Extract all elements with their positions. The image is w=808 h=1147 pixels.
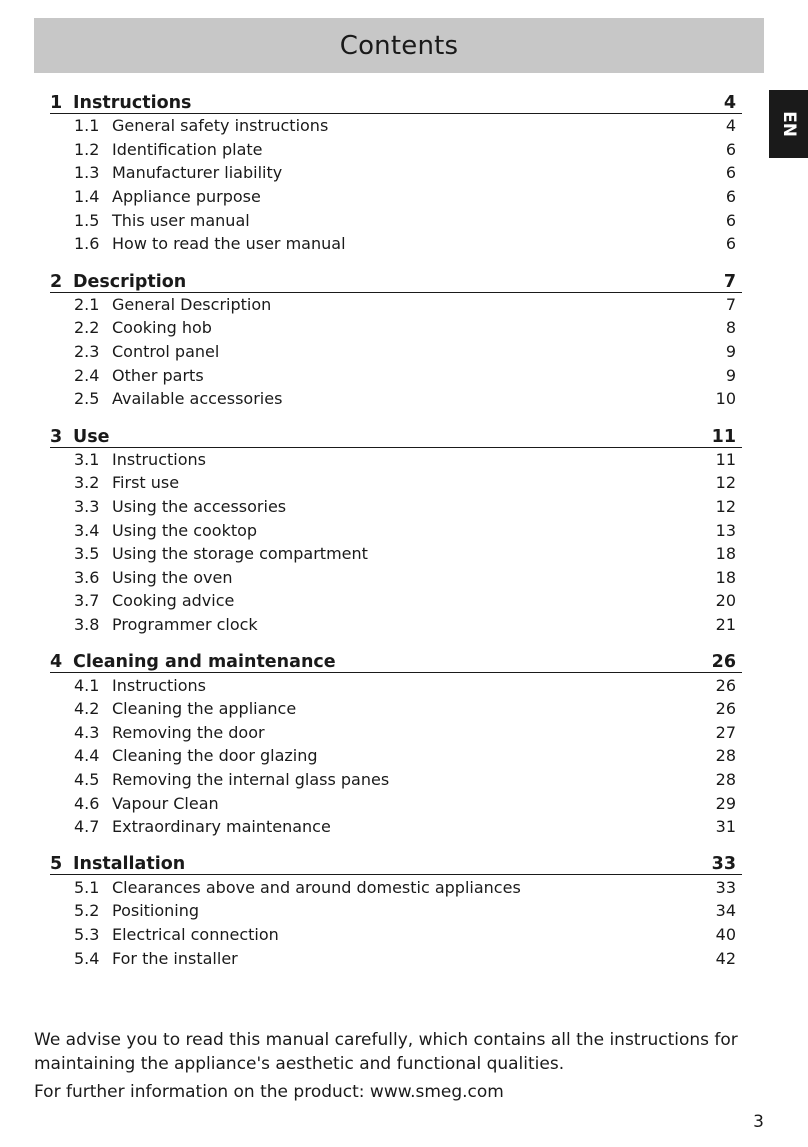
item-number: 2.2 xyxy=(74,318,100,338)
item-title: Using the storage compartment xyxy=(112,544,368,564)
toc-item xyxy=(50,518,742,542)
item-title: This user manual xyxy=(112,210,250,230)
toc-item xyxy=(50,815,742,839)
toc-item xyxy=(50,923,742,947)
item-number: 5.4 xyxy=(74,948,100,968)
toc-item xyxy=(50,340,742,364)
toc-item xyxy=(50,114,742,138)
toc-item xyxy=(50,566,742,590)
item-page-number: 6 xyxy=(725,234,736,254)
item-page-number: 29 xyxy=(715,793,736,813)
section-number: 5 xyxy=(50,854,63,875)
toc-section xyxy=(50,645,742,838)
item-title: For the installer xyxy=(112,948,238,968)
item-page-number: 21 xyxy=(715,614,736,634)
item-number: 5.1 xyxy=(74,877,100,897)
item-number: 3.2 xyxy=(74,473,100,493)
section-heading xyxy=(50,847,742,875)
item-page-number: 28 xyxy=(715,746,736,766)
item-title: Removing the internal glass panes xyxy=(112,769,390,789)
item-title: Instructions xyxy=(112,449,206,469)
section-title: Cleaning and maintenance xyxy=(73,652,336,673)
item-title: Other parts xyxy=(112,365,204,385)
toc-item xyxy=(50,387,742,411)
toc-item xyxy=(50,185,742,209)
item-page-number: 26 xyxy=(715,675,736,695)
section-title: Installation xyxy=(73,854,186,875)
item-number: 3.5 xyxy=(74,544,100,564)
item-number: 3.6 xyxy=(74,567,100,587)
section-page-number: 4 xyxy=(723,93,736,113)
toc-item xyxy=(50,542,742,566)
item-page-number: 9 xyxy=(725,342,736,362)
section-number: 3 xyxy=(50,426,63,447)
item-page-number: 12 xyxy=(715,473,736,493)
toc-item xyxy=(50,768,742,792)
item-number: 1.5 xyxy=(74,210,100,230)
toc-item xyxy=(50,138,742,162)
section-title: Description xyxy=(73,271,187,292)
language-tab xyxy=(769,90,808,158)
toc-item xyxy=(50,589,742,613)
toc-item xyxy=(50,720,742,744)
item-page-number: 34 xyxy=(715,901,736,921)
toc-item xyxy=(50,791,742,815)
item-page-number: 33 xyxy=(715,877,736,897)
footer-website-line: For further information on the product: www.smeg.com xyxy=(34,1082,504,1102)
item-title: Cleaning the appliance xyxy=(112,699,297,719)
toc-item xyxy=(50,293,742,317)
item-title: Using the oven xyxy=(112,567,233,587)
item-page-number: 8 xyxy=(725,318,736,338)
footer-line: maintaining the appliance's aesthetic and functional qualities. xyxy=(34,1054,565,1074)
section-title: Instructions xyxy=(73,93,192,113)
item-title: Removing the door xyxy=(112,722,265,742)
item-number: 4.4 xyxy=(74,746,100,766)
item-title: Extraordinary maintenance xyxy=(112,817,331,837)
item-title: Cooking advice xyxy=(112,591,235,611)
item-page-number: 4 xyxy=(725,116,736,136)
item-title: General safety instructions xyxy=(112,116,329,136)
toc-section xyxy=(50,847,742,969)
item-number: 2.1 xyxy=(74,294,100,314)
toc-item xyxy=(50,161,742,185)
item-number: 1.2 xyxy=(74,139,100,159)
item-page-number: 20 xyxy=(715,591,736,611)
toc-item xyxy=(50,673,742,697)
toc-item xyxy=(50,495,742,519)
item-page-number: 26 xyxy=(715,699,736,719)
item-page-number: 6 xyxy=(725,187,736,207)
toc-item xyxy=(50,875,742,899)
item-number: 1.1 xyxy=(74,116,100,136)
item-title: Using the accessories xyxy=(112,497,287,517)
item-number: 3.3 xyxy=(74,497,100,517)
item-number: 4.3 xyxy=(74,722,100,742)
item-number: 3.7 xyxy=(74,591,100,611)
item-title: Control panel xyxy=(112,342,220,362)
toc-section xyxy=(50,420,742,637)
section-number: 4 xyxy=(50,652,63,673)
section-title: Use xyxy=(73,426,110,447)
item-number: 4.5 xyxy=(74,769,100,789)
item-title: Cleaning the door glazing xyxy=(112,746,318,766)
section-heading xyxy=(50,86,742,114)
section-page-number: 7 xyxy=(723,271,736,292)
item-page-number: 31 xyxy=(715,817,736,837)
toc-item xyxy=(50,899,742,923)
section-number: 1 xyxy=(50,93,63,113)
toc-item xyxy=(50,744,742,768)
item-number: 1.6 xyxy=(74,234,100,254)
item-number: 2.5 xyxy=(74,389,100,409)
toc-item xyxy=(50,946,742,970)
item-title: Manufacturer liability xyxy=(112,163,283,183)
item-number: 4.6 xyxy=(74,793,100,813)
item-number: 1.3 xyxy=(74,163,100,183)
item-title: Using the cooktop xyxy=(112,520,258,540)
item-title: Programmer clock xyxy=(112,614,258,634)
item-page-number: 7 xyxy=(725,294,736,314)
section-page-number: 26 xyxy=(711,652,736,673)
toc-item xyxy=(50,448,742,472)
item-number: 2.4 xyxy=(74,365,100,385)
toc-item xyxy=(50,232,742,256)
page-number: 3 xyxy=(753,1112,764,1132)
toc-section xyxy=(50,86,742,256)
item-page-number: 6 xyxy=(725,139,736,159)
item-number: 4.7 xyxy=(74,817,100,837)
item-page-number: 11 xyxy=(715,449,736,469)
item-page-number: 6 xyxy=(725,210,736,230)
item-page-number: 13 xyxy=(715,520,736,540)
contents-header xyxy=(34,18,764,73)
item-title: General Description xyxy=(112,294,272,314)
section-number: 2 xyxy=(50,271,63,292)
item-page-number: 18 xyxy=(715,544,736,564)
item-title: Identification plate xyxy=(112,139,263,159)
page-title: Contents xyxy=(339,30,459,61)
item-page-number: 6 xyxy=(725,163,736,183)
item-title: Appliance purpose xyxy=(112,187,261,207)
item-page-number: 12 xyxy=(715,497,736,517)
item-title: Vapour Clean xyxy=(112,793,219,813)
footer-line: We advise you to read this manual carefully, which contains all the instructions for xyxy=(34,1030,738,1050)
item-number: 1.4 xyxy=(74,187,100,207)
item-page-number: 10 xyxy=(715,389,736,409)
toc-item xyxy=(50,471,742,495)
footer-note xyxy=(34,1028,764,1104)
item-page-number: 28 xyxy=(715,769,736,789)
item-page-number: 9 xyxy=(725,365,736,385)
item-title: First use xyxy=(112,473,180,493)
table-of-contents xyxy=(50,86,742,979)
item-title: Positioning xyxy=(112,901,200,921)
item-number: 5.3 xyxy=(74,924,100,944)
section-page-number: 11 xyxy=(711,426,736,447)
item-page-number: 18 xyxy=(715,567,736,587)
item-number: 3.1 xyxy=(74,449,100,469)
toc-item xyxy=(50,697,742,721)
item-number: 4.1 xyxy=(74,675,100,695)
item-number: 5.2 xyxy=(74,901,100,921)
item-title: Cooking hob xyxy=(112,318,212,338)
section-heading xyxy=(50,420,742,448)
item-page-number: 40 xyxy=(715,924,736,944)
item-page-number: 27 xyxy=(715,722,736,742)
toc-item xyxy=(50,208,742,232)
section-heading xyxy=(50,645,742,673)
item-title: Available accessories xyxy=(112,389,283,409)
item-number: 4.2 xyxy=(74,699,100,719)
item-number: 3.8 xyxy=(74,614,100,634)
item-title: How to read the user manual xyxy=(112,234,346,254)
section-page-number: 33 xyxy=(711,854,736,875)
toc-item xyxy=(50,613,742,637)
toc-item xyxy=(50,363,742,387)
toc-item xyxy=(50,316,742,340)
language-label: EN xyxy=(778,111,799,137)
item-number: 3.4 xyxy=(74,520,100,540)
item-title: Clearances above and around domestic appliances xyxy=(112,877,521,897)
toc-section xyxy=(50,265,742,411)
item-page-number: 42 xyxy=(715,948,736,968)
item-number: 2.3 xyxy=(74,342,100,362)
section-heading xyxy=(50,265,742,293)
item-title: Electrical connection xyxy=(112,924,279,944)
item-title: Instructions xyxy=(112,675,206,695)
